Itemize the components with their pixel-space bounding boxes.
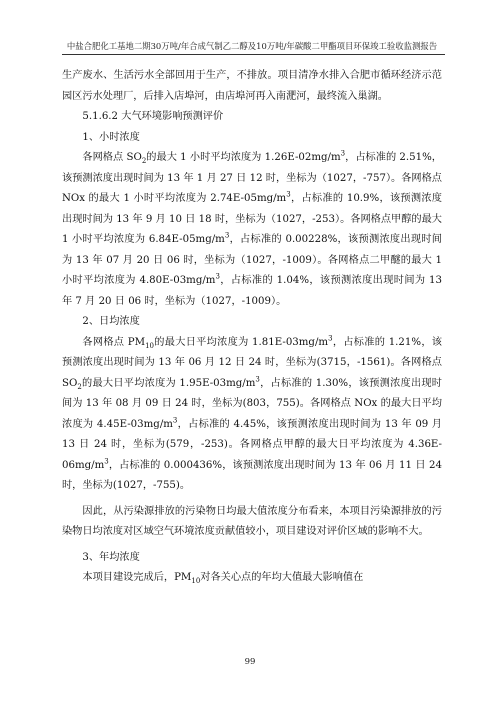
paragraph-wastewater: 生产废水、生活污水全部回用于生产，不排放。项目清净水排入合肥市循环经济示范园区污水处理厂，后排入店埠河，由店埠河再入南淝河，最终流入巢湖。	[62, 70, 442, 102]
document-body	[62, 66, 442, 589]
header-rule	[62, 54, 445, 55]
paragraph-conclusion: 因此，从污染源排放的污染物日均最大值浓度分布看来，本项目污染源排放的污染物日均浓度对区域空气环境浓度贡献值较小，项目建设对评价区域的影响不大。	[62, 505, 442, 537]
subsection-hourly-title: 1、小时浓度	[82, 131, 140, 143]
subsection-annual-title: 3、年均浓度	[82, 551, 140, 563]
section-title: 5.1.6.2 大气环境影响预测评价	[82, 111, 224, 122]
paragraph-hourly-concentration: 各网格点 $SO_2$的最大 1 小时平均浓度为 $1.26E-02mg/m^3$，占标准的 2.51%，该预测浓度出现时间为 13 年 1 月 27 日 12 时，坐标为（1027，-757）。各网格点 NOx 的最大 1 小时平均浓度为 $2.74E-05mg/m^3$，占标准的 10.9%，该预测浓度出现时间为 13 年 9 月 10 日 18 时，坐标为（1027，-253）。各网格点甲醇的最大 1 小时平均浓度为 $6.84E-05mg/m^3$，占标准的 0.00228%，该预测浓度出现时间为 13 年 07 月 20 日 06 时，坐标为（1027，-1009）。各网格点二甲醚的最大 1 小时平均浓度为 $4.80E-03mg/m^3$，占标准的 1.04%，该预测浓度出现时间为 13 年 7 月 20 日 06 时，坐标为（1027，-1009）。	[62, 149, 442, 307]
running-header: 中盐合肥化工基地二期30万吨/年合成气制乙二醇及10万吨/年碳酸二甲酯项目环保竣工验收监测报告	[66, 41, 438, 51]
page-number: 99	[244, 657, 256, 667]
paragraph-daily-concentration: 各网格点 $PM_{10}$的最大日平均浓度为 $1.81E-03mg/m^3$，占标准的 1.21%，该预测浓度出现时间为 13 年 06 月 12 日 24 时，坐标为(3715，-1561)。各网格点 $SO_2$的最大日平均浓度为 $1.95E-03mg/m^3$，占标准的 1.30%，该预测浓度出现时间为 13 年 08 月 09 日 24 时，坐标为(803，755)。各网格点 NOx 的最大日平均浓度为 $4.45E-03mg/m^3$，占标准的 4.45%，该预测浓度出现时间为 13 年 09 月 13 日 24 时，坐标为(579，-253)。各网格点甲醇的最大日平均浓度为 $4.36E-06mg/m^3$，占标准的 0.000436%，该预测浓度出现时间为 13 年 06 月 11 日 24 时，坐标为(1027，-755)。	[62, 334, 442, 491]
paragraph-annual-concentration: 本项目建设完成后，$PM_{10}$对各关心点的年均大值最大影响值在	[82, 572, 364, 586]
subsection-daily-title: 2、日均浓度	[82, 316, 140, 327]
